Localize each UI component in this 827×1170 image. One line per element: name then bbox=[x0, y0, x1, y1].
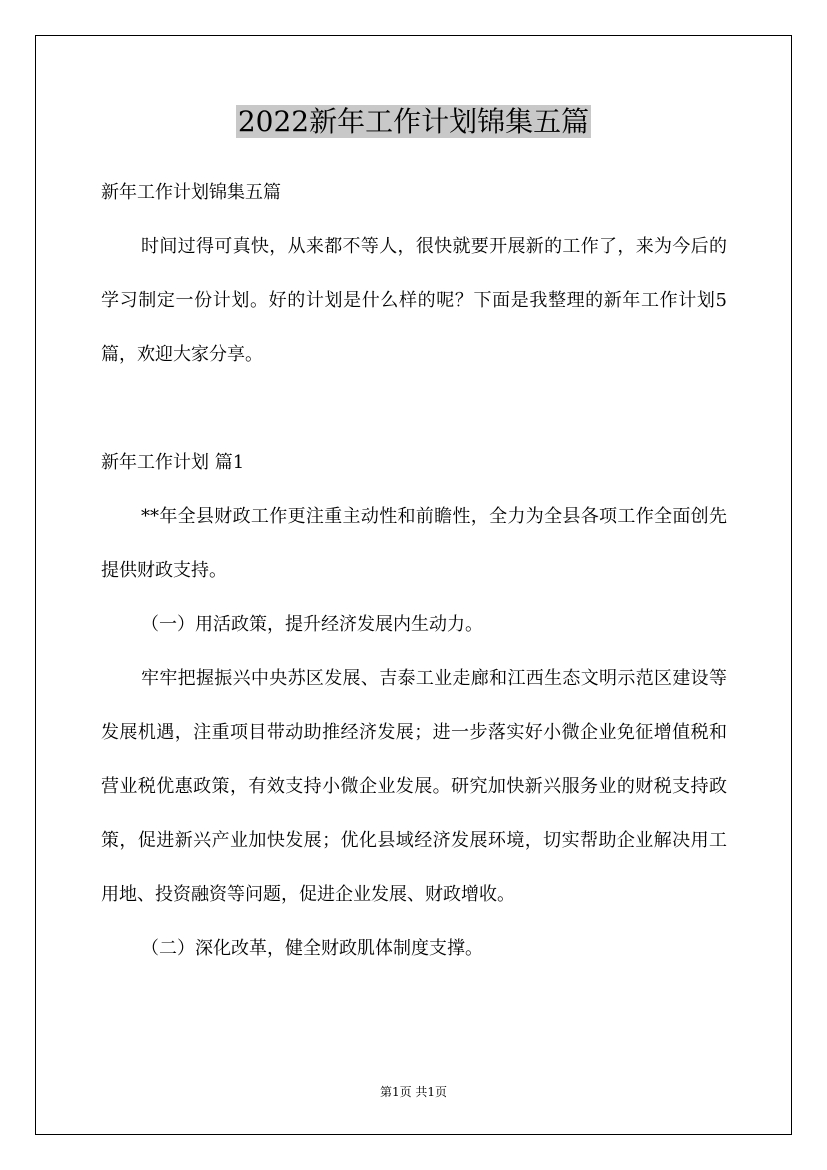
document-title-text: 2022新年工作计划锦集五篇 bbox=[237, 105, 590, 138]
document-subtitle: 新年工作计划锦集五篇 bbox=[101, 182, 281, 203]
body-paragraph-4: （二）深化改革，健全财政肌体制度支撑。 bbox=[141, 938, 483, 959]
body-paragraph-1: **年全县财政工作更注重主动性和前瞻性，全力为全县各项工作全面创先提供财政支持。 bbox=[101, 506, 727, 581]
body-paragraph-2: （一）用活政策，提升经济发展内生动力。 bbox=[141, 614, 483, 635]
document-title bbox=[0, 100, 827, 144]
document-body bbox=[101, 166, 727, 976]
section-heading: 新年工作计划 篇1 bbox=[101, 452, 245, 473]
intro-paragraph: 时间过得可真快，从来都不等人，很快就要开展新的工作了，来为今后的学习制定一份计划。好的计划是什么样的呢？下面是我整理的新年工作计划5篇，欢迎大家分享。 bbox=[101, 236, 727, 365]
page-footer: 第1页 共1页 bbox=[379, 1085, 448, 1099]
body-paragraph-3: 牢牢把握振兴中央苏区发展、吉泰工业走廊和江西生态文明示范区建设等发展机遇，注重项目带动助推经济发展；进一步落实好小微企业免征增值税和营业税优惠政策，有效支持小微企业发展。研究加快新兴服务业的财税支持政策，促进新兴产业加快发展；优化县域经济发展环境，切实帮助企业解决用工用地、投资融资等问题，促进企业发展、财政增收。 bbox=[101, 668, 727, 905]
